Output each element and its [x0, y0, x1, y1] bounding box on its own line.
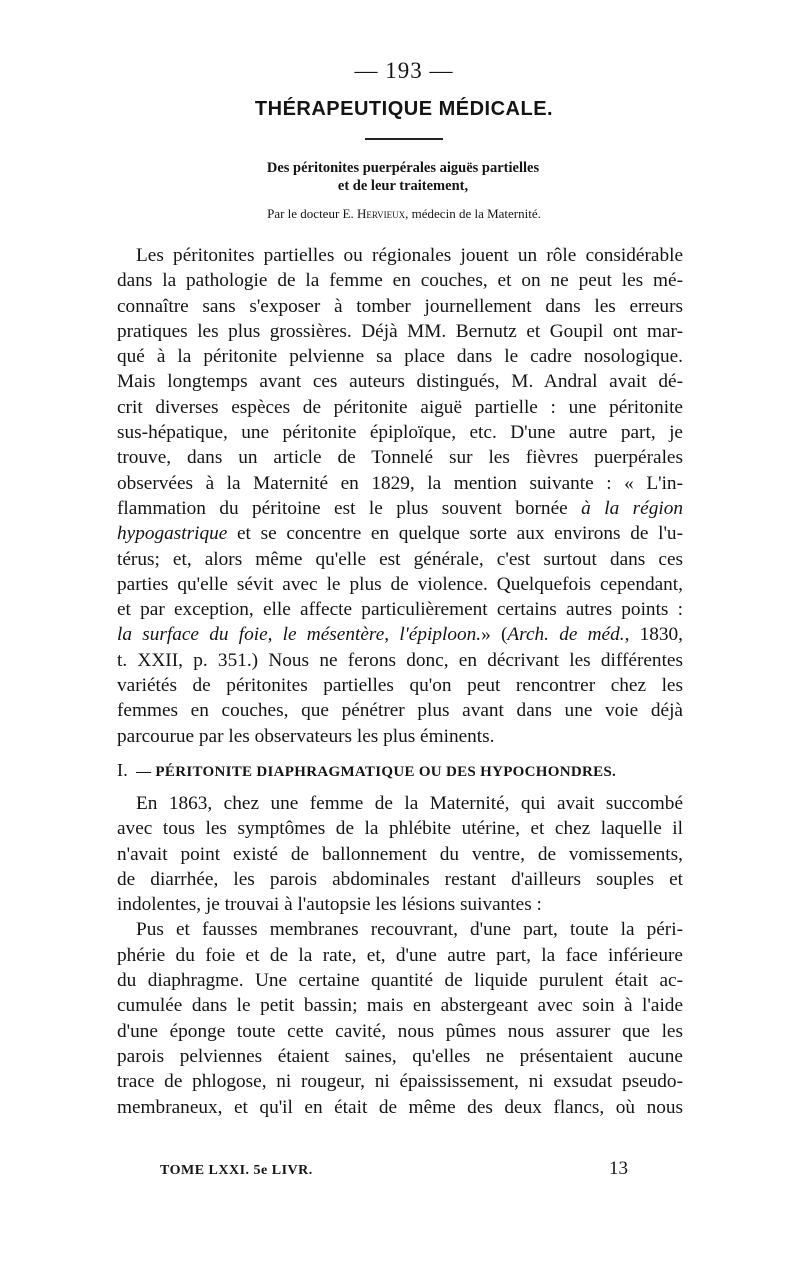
- text-line: crit diverses espèces de péritonite aiguë partielle : une péritonite: [117, 396, 683, 418]
- italic-citation: Arch. de méd.: [507, 624, 625, 646]
- footer-tome: TOME LXXI. 5e LIVR.: [160, 1163, 313, 1178]
- text-line: de diarrhée, les parois abdominales restant d'ailleurs souples et: [117, 868, 683, 890]
- byline-prefix: Par le docteur E.: [267, 206, 357, 221]
- byline-suffix: , médecin de la Maternité.: [405, 206, 541, 221]
- text-line: observées à la Maternité en 1829, la mention suivante : « L'in-: [117, 472, 683, 494]
- page-footer: [160, 1160, 628, 1182]
- paragraph-autopsy: [117, 917, 683, 1119]
- text-line: Mais longtemps avant ces auteurs distingués, M. Andral avait dé-: [117, 371, 683, 393]
- italic-quote: hypogastrique: [117, 523, 228, 545]
- italic-quote: à la région: [581, 497, 683, 519]
- text-line: connaître sans s'exposer à tomber journellement dans les erreurs: [117, 295, 683, 317]
- text-line: avec tous les symptômes de la phlébite utérine, et chez laquelle il: [117, 818, 683, 840]
- text-line: membraneux, et qu'il en était de même des deux flancs, où nous: [117, 1096, 683, 1118]
- text-line: cumulée dans le petit bassin; mais en abstergeant avec soin à l'aide: [117, 995, 683, 1017]
- article-title-line-2: et de leur traitement,: [337, 178, 469, 194]
- text-line: dans la pathologie de la femme en couches, et on ne peut les mé-: [117, 270, 683, 292]
- paragraph-intro: [117, 243, 683, 749]
- text-line: la surface du foie, le mésentère, l'épiploon.» (Arch. de méd., 1830,: [117, 624, 684, 646]
- section-title: PÉRITONITE DIAPHRAGMATIQUE OU DES HYPOCHONDRES.: [155, 763, 617, 780]
- footer-signature: 13: [609, 1158, 628, 1179]
- text-line: parois pelviennes étaient saines, qu'elles ne présentaient aucune: [117, 1045, 683, 1067]
- text-line: [117, 496, 683, 521]
- text-line: qué à la péritonite pelvienne sa place dans le cadre nosologique.: [117, 346, 683, 368]
- text-line: et par exception, elle affecte particulièrement certains autres points :: [117, 599, 683, 621]
- paragraph-case: [117, 791, 683, 917]
- text-line: du diaphragme. Une certaine quantité de liquide purulent était ac-: [117, 970, 683, 992]
- text-line: [117, 521, 683, 546]
- page-number: — 193 —: [354, 58, 454, 83]
- text-segment: , 1830,: [624, 624, 684, 646]
- byline: [117, 205, 683, 222]
- text-line: variétés de péritonites partielles qu'on peut rencontrer chez les: [117, 675, 683, 697]
- text-line: térus; et, alors même qu'elle est générale, c'est surtout dans ces: [117, 548, 683, 570]
- running-head: THÉRAPEUTIQUE MÉDICALE.: [254, 98, 554, 120]
- section-number: I.: [117, 759, 129, 780]
- text-line: Pus et fausses membranes recouvrant, d'une part, toute la péri-: [136, 919, 683, 941]
- text-line: n'avait point existé de ballonnement du ventre, de vomissements,: [117, 843, 683, 865]
- text-line: indolentes, je trouvai à l'autopsie les lésions suivantes :: [117, 894, 542, 916]
- text-line: parties qu'elle sévit avec le plus de violence. Quelquefois cependant,: [117, 573, 683, 595]
- section-dash: —: [136, 763, 152, 780]
- title-rule: [365, 138, 443, 140]
- text-line: trouve, dans un article de Tonnelé sur les fièvres puerpérales: [117, 447, 683, 469]
- text-line: femmes en couches, que pénétrer plus avant dans une voie déjà: [117, 700, 683, 722]
- book-page: [117, 58, 683, 1120]
- italic-quote: la surface du foie: [117, 624, 268, 646]
- text-line: parcourue par les observateurs les plus éminents.: [117, 725, 495, 747]
- italic-quote: l'épiploon.: [399, 624, 482, 646]
- text-line: Les péritonites partielles ou régionales jouent un rôle considérable: [136, 245, 683, 266]
- text-line: phérie du foie et de la rate, et, d'une autre part, la face inférieure: [117, 944, 683, 966]
- section-heading: [117, 760, 683, 780]
- text-line: sus-hépatique, une péritonite épiploïque, etc. D'une autre part, je: [117, 422, 683, 444]
- article-title-line-1: Des péritonites puerpérales aiguës partielles: [266, 160, 540, 176]
- body-text: [117, 243, 683, 1120]
- text-line: pratiques les plus grossières. Déjà MM. Bernutz et Goupil ont mar-: [117, 320, 683, 342]
- article-title: [117, 159, 683, 195]
- byline-author: Hervieux: [356, 206, 406, 221]
- italic-quote: le mésentère: [282, 624, 385, 646]
- text-segment: et se concentre en quelque sorte aux environs de l'u-: [227, 523, 683, 545]
- text-segment: flammation du péritoine est le plus souvent bornée: [117, 497, 568, 519]
- text-line: t. XXII, p. 351.) Nous ne ferons donc, en décrivant les différentes: [117, 649, 683, 671]
- text-line: d'une éponge toute cette cavité, nous pûmes nous assurer que les: [117, 1020, 683, 1042]
- text-line: En 1863, chez une femme de la Maternité, qui avait succombé: [136, 792, 683, 814]
- text-line: trace de phlogose, ni rougeur, ni épaississement, ni exsudat pseudo-: [117, 1071, 683, 1093]
